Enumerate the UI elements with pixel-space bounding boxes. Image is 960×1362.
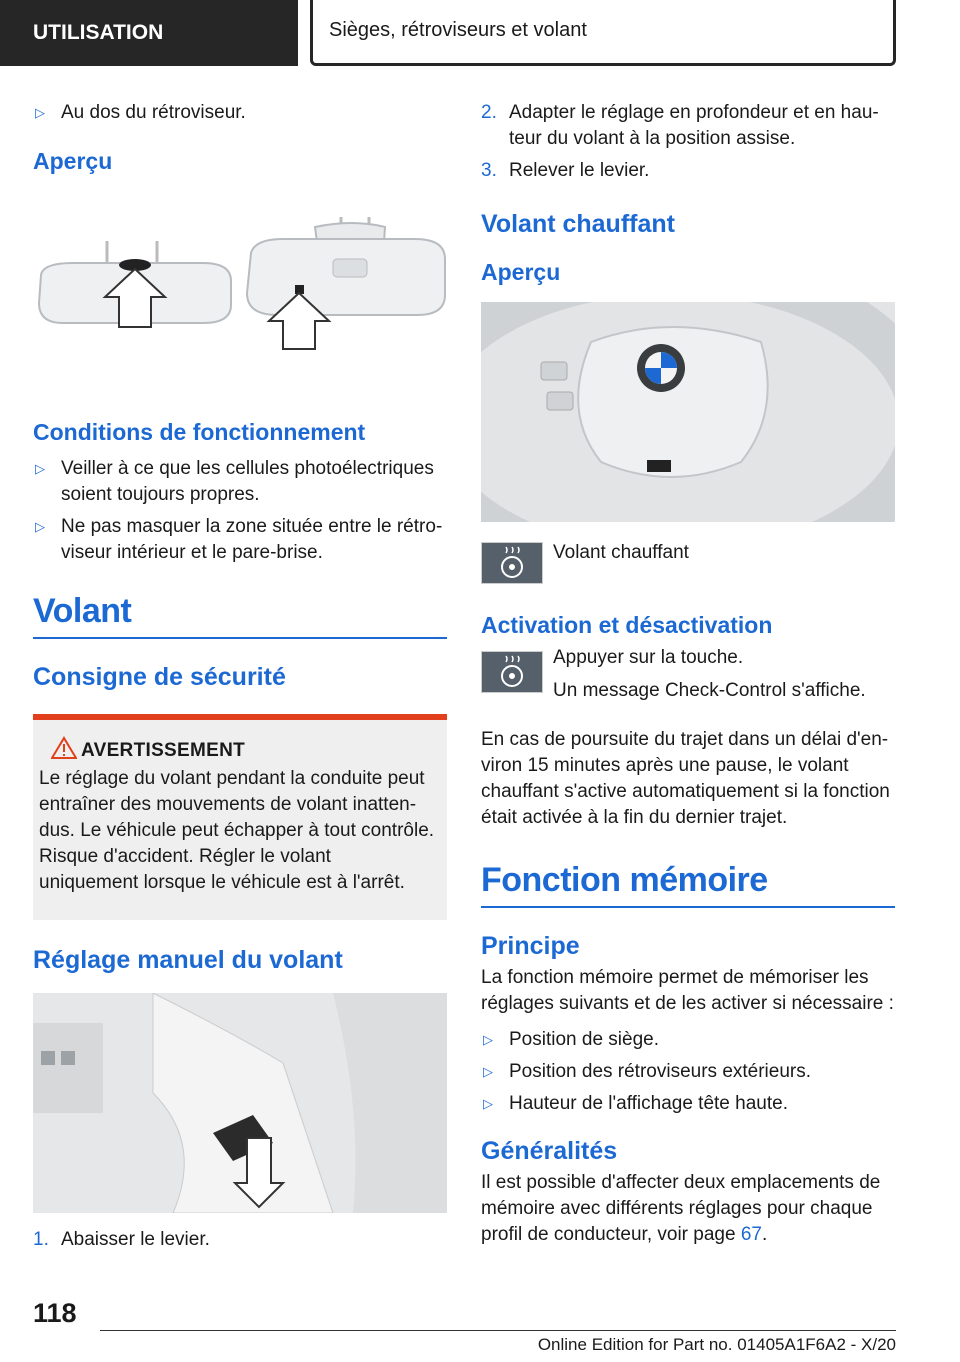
triangle-bullet-icon: ▷ [483,1064,493,1079]
section-heading-reglage: Réglage manuel du volant [33,946,343,974]
section-heading-generalites: Généralités [481,1137,618,1165]
triangle-bullet-icon: ▷ [35,105,45,120]
right-column [481,100,895,1248]
triangle-bullet-icon: ▷ [483,1032,493,1047]
footer-rule [100,1330,896,1331]
activation-instruction: Appuyer sur la touche. [553,647,744,668]
page-header [0,0,960,66]
section-heading-securite: Consigne de sécurité [33,663,286,691]
steering-wheel-illustration [481,302,895,522]
activation-row [481,647,895,705]
step-item: 1. Abaisser le levier. [33,1229,210,1250]
list-item: ▷ Veiller à ce que les cellules photoélectriques soient toujours propres. [35,458,434,505]
heated-steering-wheel-button-icon [481,651,543,693]
triangle-bullet-icon: ▷ [35,461,45,476]
section-heading-apercu: Aperçu [33,148,113,174]
principe-list [481,1027,895,1117]
chapter-title: Sièges, rétroviseurs et volant [310,0,896,66]
triangle-bullet-icon: ▷ [483,1096,493,1111]
step-item: 3. Relever le levier. [481,160,650,181]
warning-body: Le réglage du volant pendant la conduite peut entraîner des mouvements de volant inattendus. Le véhicule peut échapper à tout contrôle. Risque d'accident. Régler le volant uniquement lorsque le véhicule est à l'arrêt. [39,768,435,893]
chapter-heading-memoire: Fonction mémoire [481,861,768,899]
warning-box [33,714,447,920]
list-item: ▷ Au dos du rétroviseur. [33,100,447,126]
icon-caption-row [481,540,895,590]
section-heading-conditions: Conditions de fonctionnement [33,419,366,445]
rear-view-mirror-illustration [33,197,447,387]
steering-column-illustration [33,993,447,1213]
icon-caption: Volant chauffant [553,542,689,563]
page-number: 118 [33,1298,77,1328]
conditions-list [33,456,447,566]
page-reference-link[interactable]: 67 [740,1224,762,1245]
heading-rule [33,637,447,639]
heading-rule [481,906,895,908]
section-tab: UTILISATION [0,0,298,66]
step-item: 2. Adapter le réglage en profondeur et en hauteur du volant à la position assise. [481,102,879,149]
warning-triangle-icon [51,736,77,760]
list-item: ▷ Ne pas masquer la zone située entre le rétroviseur intérieur et le pare-brise. [35,516,443,563]
list-item: ▷ Hauteur de l'affichage tête haute. [481,1091,895,1117]
chapter-heading-volant: Volant [33,592,132,630]
steering-lever-illustration [33,993,447,1213]
list-item: ▷ Position de siège. [481,1027,895,1053]
activation-message: Un message Check-Control s'affiche. [553,680,866,701]
mirror-illustration [33,197,447,387]
generalites-paragraph: Il est possible d'affecter deux emplacements de mémoire avec différents réglages pour chaque profil de conducteur, voir page 67. [481,1172,881,1245]
principe-paragraph: La fonction mémoire permet de mémoriser les réglages suivants et de les activer si nécessaire : [481,967,894,1014]
list-item: ▷ Position des rétroviseurs extérieurs. [481,1059,895,1085]
subsection-heading-apercu: Aperçu [481,259,561,285]
activation-paragraph: En cas de poursuite du trajet dans un délai d'environ 15 minutes après une pause, le volant chauffant s'active automatiquement si la fonction était activée à la fin du dernier trajet. [481,729,890,828]
edition-note: Online Edition for Part no. 01405A1F6A2 - X/20 [537,1335,896,1354]
subsection-heading-activation: Activation et désactivation [481,612,773,638]
steering-wheel-illustration-svg [481,302,895,522]
warning-title: AVERTISSEMENT [81,740,246,761]
triangle-bullet-icon: ▷ [35,519,45,534]
heated-steering-wheel-icon [481,542,543,584]
section-heading-volant-chauffant: Volant chauffant [481,210,675,238]
section-heading-principe: Principe [481,932,580,960]
left-column [33,100,447,1259]
